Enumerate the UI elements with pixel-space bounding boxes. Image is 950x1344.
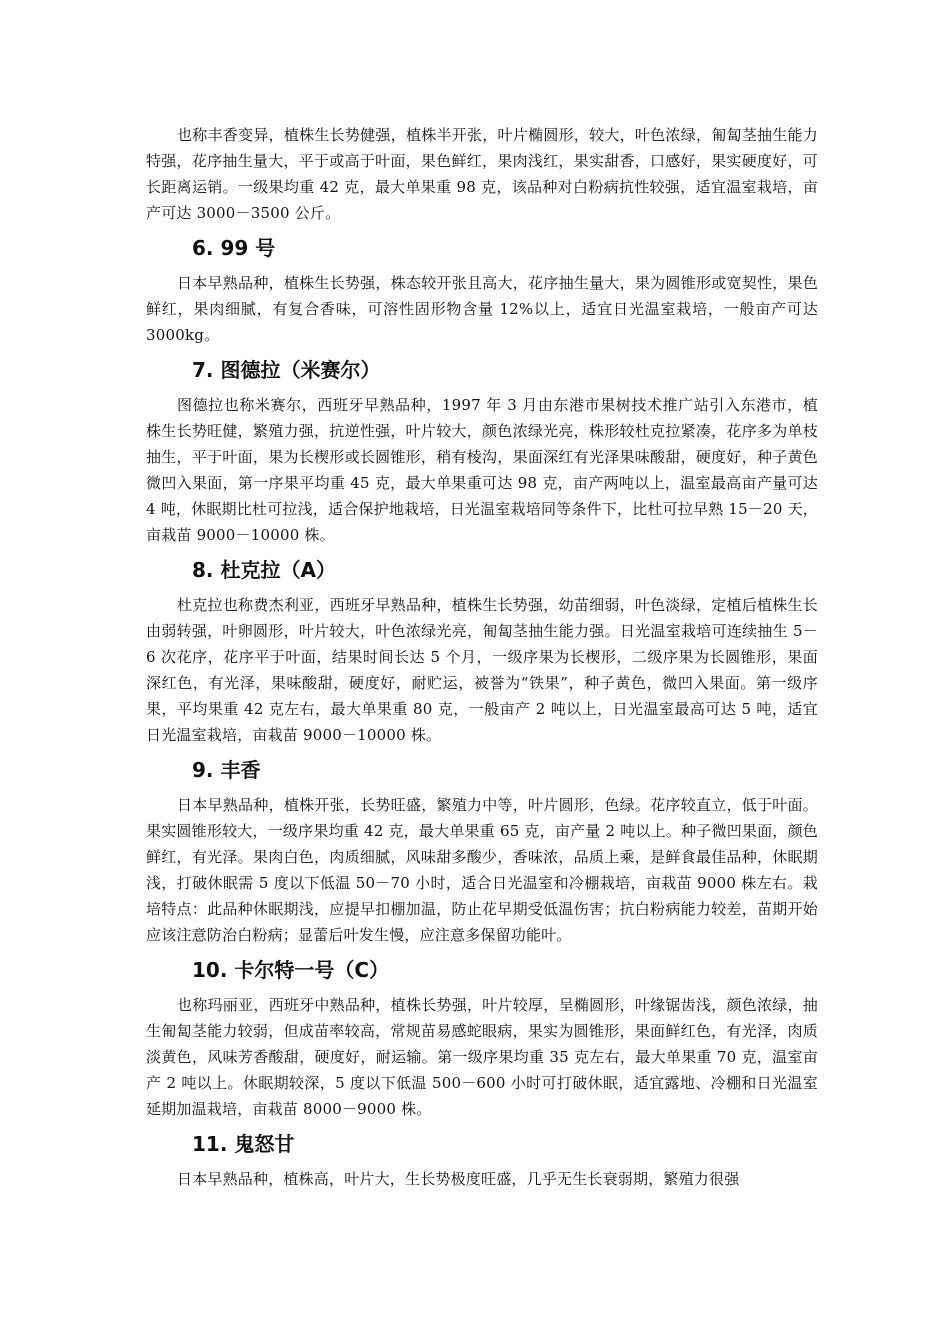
- paragraph-tudela: 图德拉也称米赛尔，西班牙早熟品种，1997 年 3 月由东港市果树技术推广站引入东港市，植株生长势旺健，繁殖力强，抗逆性强，叶片较大，颜色浓绿光亮，株形较杜克拉紧凑，花序多为单枝抽生，平于叶面，果为长楔形或长圆锥形，稍有棱沟，果面深红有光泽果味酸甜，硬度好，种子黄色微凹入果面，第一序果平均重 45 克，最大单果重可达 98 克，亩产两吨以上，温室最高亩产量可达 4 吨，休眠期比杜可拉浅，适合保护地栽培，日光温室栽培同等条件下，比杜可拉早熟 15－20 天，亩栽苗 9000－10000 株。: [146, 396, 818, 544]
- heading-fengxiang: 9. 丰香: [192, 758, 261, 782]
- paragraph-fengxiang: 日本早熟品种，植株开张，长势旺盛，繁殖力中等，叶片圆形，色绿。花序较直立，低于叶面。果实圆锥形较大，一级序果均重 42 克，最大单果重 65 克，亩产量 2 吨以上。种子微凹果面，颜色鲜红，有光泽。果肉白色，肉质细腻，风味甜多酸少，香味浓，品质上乘，是鲜食最佳品种，休眠期浅，打破休眠需 5 度以下低温 50－70 小时，适合日光温室和冷棚栽培，亩栽苗 9000 株左右。栽培特点：此品种休眠期浅，应提早扣棚加温，防止花早期受低温伤害；抗白粉病能力较差，苗期开始应该注意防治白粉病；显蕾后叶发生慢，应注意多保留功能叶。: [146, 796, 819, 944]
- heading-dukela: 8. 杜克拉（A）: [192, 558, 336, 582]
- heading-guinugan: 11. 鬼怒甘: [192, 1132, 295, 1156]
- heading-kaerte: 10. 卡尔特一号（C）: [192, 958, 390, 982]
- paragraph-dukela: 杜克拉也称费杰利亚，西班牙早熟品种，植株生长势强，幼苗细弱，叶色淡绿，定植后植株生长由弱转强，叶卵圆形，叶片较大，叶色浓绿光亮，匍匐茎抽生能力强。日光温室栽培可连续抽生 5－6 次花序，花序平于叶面，结果时间长达 5 个月，一级序果为长楔形，二级序果为长圆锥形，果面深红色，有光泽，果味酸甜，硬度好，耐贮运，被誉为“铁果”，种子黄色，微凹入果面。第一级序果，平均果重 42 克左右，最大单果重 80 克，一般亩产 2 吨以上，日光温室最高可达 5 吨，适宜日光温室栽培，亩栽苗 9000－10000 株。: [146, 596, 818, 744]
- document-page: [146, 122, 818, 1192]
- intro-paragraph: 也称丰香变异，植株生长势健强，植株半开张，叶片椭圆形，较大，叶色浓绿，匍匐茎抽生能力特强，花序抽生量大，平于或高于叶面，果色鲜红，果肉浅红，果实甜香，口感好，果实硬度好，可长距离运销。一级果均重 42 克，最大单果重 98 克，该品种对白粉病抗性较强，适宜温室栽培，亩产可达 3000－3500 公斤。: [146, 126, 818, 222]
- paragraph-guinugan: 日本早熟品种，植株高，叶片大，生长势极度旺盛，几乎无生长衰弱期，繁殖力很强: [177, 1170, 740, 1188]
- heading-99: 6. 99 号: [192, 236, 276, 260]
- paragraph-kaerte: 也称玛丽亚，西班牙中熟品种，植株长势强，叶片较厚，呈椭圆形，叶缘锯齿浅，颜色浓绿，抽生匍匐茎能力较弱，但成苗率较高，常规苗易感蛇眼病，果实为圆锥形，果面鲜红色，有光泽，肉质淡黄色，风味芳香酸甜，硬度好，耐运输。第一级序果均重 35 克左右，最大单果重 70 克，温室亩产 2 吨以上。休眠期较深，5 度以下低温 500－600 小时可打破休眠，适宜露地、冷棚和日光温室延期加温栽培，亩栽苗 8000－9000 株。: [146, 996, 818, 1118]
- heading-tudela: 7. 图德拉（米赛尔）: [192, 358, 381, 382]
- paragraph-99: 日本早熟品种，植株生长势强，株态较开张且高大，花序抽生量大，果为圆锥形或宽契性，果色鲜红，果肉细腻，有复合香味，可溶性固形物含量 12%以上，适宜日光温室栽培，一般亩产可达 3000kg。: [146, 274, 818, 344]
